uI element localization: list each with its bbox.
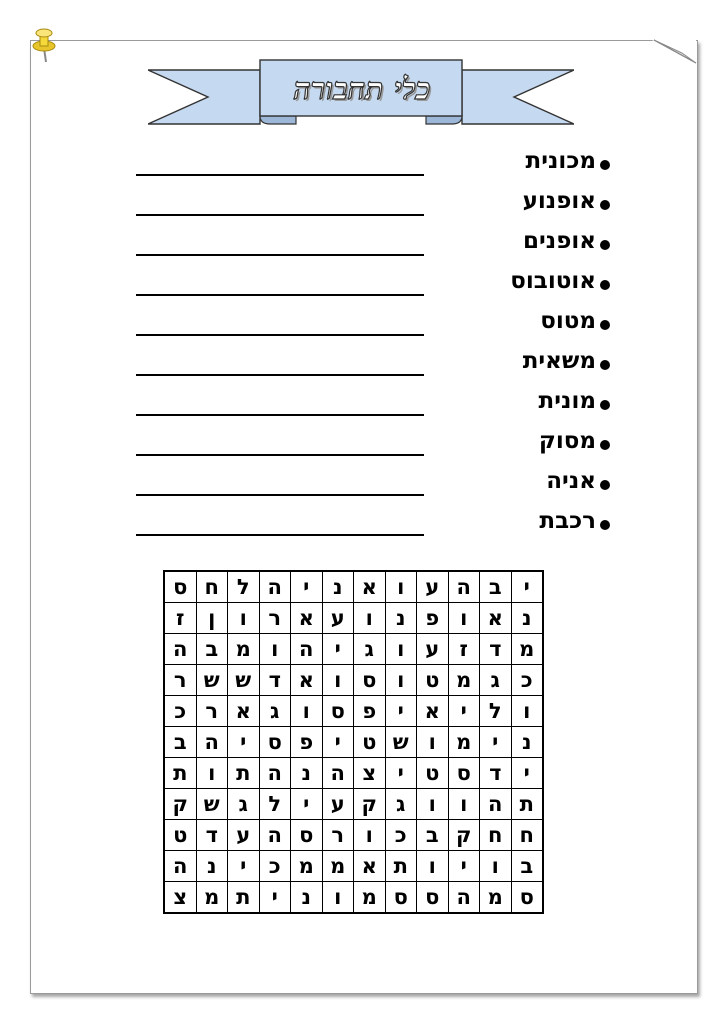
- word-label: מסוק: [538, 428, 596, 454]
- grid-cell[interactable]: י: [291, 789, 323, 820]
- grid-cell[interactable]: מ: [480, 882, 512, 914]
- answer-line[interactable]: [136, 534, 424, 536]
- grid-cell[interactable]: ש: [196, 789, 228, 820]
- grid-cell[interactable]: ו: [354, 820, 386, 851]
- grid-cell[interactable]: א: [291, 665, 323, 696]
- grid-cell[interactable]: ת: [164, 758, 196, 789]
- grid-cell[interactable]: ב: [511, 851, 543, 882]
- grid-cell[interactable]: ב: [164, 727, 196, 758]
- answer-line[interactable]: [136, 414, 424, 416]
- grid-cell[interactable]: ג: [480, 665, 512, 696]
- grid-cell[interactable]: צ: [164, 882, 196, 914]
- answer-line[interactable]: [136, 374, 424, 376]
- grid-cell[interactable]: ל: [259, 789, 291, 820]
- grid-row: [164, 758, 543, 789]
- bullet-icon: [600, 280, 610, 290]
- grid-cell[interactable]: ס: [417, 882, 449, 914]
- grid-row: [164, 696, 543, 727]
- grid-cell[interactable]: י: [322, 727, 354, 758]
- grid-cell[interactable]: ט: [164, 820, 196, 851]
- grid-cell[interactable]: ו: [322, 665, 354, 696]
- grid-row: [164, 727, 543, 758]
- grid-row: [164, 851, 543, 882]
- grid-cell[interactable]: י: [228, 727, 260, 758]
- grid-cell[interactable]: נ: [511, 603, 543, 634]
- bullet-icon: [600, 320, 610, 330]
- grid-row: [164, 571, 543, 603]
- grid-cell[interactable]: ע: [322, 603, 354, 634]
- grid-cell[interactable]: ש: [228, 665, 260, 696]
- grid-cell[interactable]: ש: [196, 665, 228, 696]
- grid-cell[interactable]: פ: [291, 727, 323, 758]
- word-label: אוטובוס: [510, 268, 596, 294]
- grid-cell[interactable]: ו: [417, 789, 449, 820]
- word-label: מונית: [538, 388, 596, 414]
- grid-cell[interactable]: י: [385, 696, 417, 727]
- answer-line[interactable]: [136, 174, 424, 176]
- grid-cell[interactable]: מ: [291, 851, 323, 882]
- grid-cell[interactable]: ש: [385, 727, 417, 758]
- grid-row: [164, 603, 543, 634]
- bullet-icon: [600, 240, 610, 250]
- grid-cell[interactable]: ס: [164, 571, 196, 603]
- answer-line[interactable]: [136, 294, 424, 296]
- grid-cell[interactable]: ג: [228, 789, 260, 820]
- grid-cell[interactable]: ע: [228, 820, 260, 851]
- answer-line[interactable]: [136, 334, 424, 336]
- bullet-icon: [600, 520, 610, 530]
- grid-cell[interactable]: נ: [291, 882, 323, 914]
- grid-cell[interactable]: ד: [196, 820, 228, 851]
- grid-cell[interactable]: י: [291, 571, 323, 603]
- grid-cell[interactable]: מ: [228, 634, 260, 665]
- grid-cell[interactable]: ח: [196, 571, 228, 603]
- grid-cell[interactable]: ה: [259, 571, 291, 603]
- grid-cell[interactable]: פ: [417, 603, 449, 634]
- worksheet-title: כלי תחבורה: [293, 71, 431, 107]
- grid-cell[interactable]: ג: [385, 789, 417, 820]
- word-search-grid: [163, 570, 544, 914]
- grid-cell[interactable]: ה: [291, 634, 323, 665]
- grid-cell[interactable]: ט: [354, 727, 386, 758]
- grid-cell[interactable]: א: [354, 571, 386, 603]
- grid-cell[interactable]: ח: [511, 820, 543, 851]
- grid-cell[interactable]: נ: [291, 758, 323, 789]
- word-label: משאית: [522, 348, 596, 374]
- grid-cell[interactable]: ה: [164, 851, 196, 882]
- word-row: [0, 386, 724, 426]
- word-row: [0, 186, 724, 226]
- grid-cell[interactable]: ק: [164, 789, 196, 820]
- grid-cell[interactable]: ה: [448, 571, 480, 603]
- grid-row: [164, 789, 543, 820]
- grid-cell[interactable]: ה: [259, 820, 291, 851]
- grid-cell[interactable]: מ: [196, 882, 228, 914]
- grid-cell[interactable]: ו: [448, 789, 480, 820]
- grid-cell[interactable]: ז: [448, 634, 480, 665]
- grid-cell[interactable]: ב: [196, 634, 228, 665]
- word-label: אופנוע: [522, 188, 596, 214]
- grid-cell[interactable]: ס: [259, 727, 291, 758]
- word-row: [0, 266, 724, 306]
- grid-cell[interactable]: פ: [354, 696, 386, 727]
- grid-cell[interactable]: ה: [480, 789, 512, 820]
- answer-line[interactable]: [136, 454, 424, 456]
- grid-cell[interactable]: י: [259, 882, 291, 914]
- grid-cell[interactable]: ט: [417, 758, 449, 789]
- grid-cell[interactable]: י: [448, 696, 480, 727]
- word-row: [0, 226, 724, 266]
- grid-cell[interactable]: ו: [322, 882, 354, 914]
- word-row: [0, 506, 724, 546]
- grid-cell[interactable]: ק: [448, 820, 480, 851]
- grid-cell[interactable]: א: [480, 603, 512, 634]
- grid-cell[interactable]: מ: [511, 634, 543, 665]
- grid-cell[interactable]: ו: [196, 758, 228, 789]
- grid-cell[interactable]: ב: [480, 571, 512, 603]
- grid-cell[interactable]: ת: [228, 758, 260, 789]
- grid-cell[interactable]: ק: [354, 789, 386, 820]
- page-curl: [652, 39, 698, 65]
- pushpin-icon: [30, 26, 58, 64]
- grid-cell[interactable]: ה: [259, 758, 291, 789]
- grid-cell[interactable]: א: [417, 696, 449, 727]
- bullet-icon: [600, 440, 610, 450]
- grid-cell[interactable]: ג: [259, 696, 291, 727]
- grid-row: [164, 820, 543, 851]
- grid-cell[interactable]: ט: [417, 665, 449, 696]
- grid-cell[interactable]: א: [228, 696, 260, 727]
- grid-cell[interactable]: מ: [322, 851, 354, 882]
- grid-cell[interactable]: ס: [291, 820, 323, 851]
- grid-cell[interactable]: מ: [354, 882, 386, 914]
- word-label: אניה: [546, 468, 596, 494]
- grid-cell[interactable]: י: [511, 758, 543, 789]
- grid-cell[interactable]: ן: [196, 603, 228, 634]
- grid-cell[interactable]: ה: [448, 882, 480, 914]
- bullet-icon: [600, 480, 610, 490]
- grid-cell[interactable]: ד: [480, 758, 512, 789]
- grid-cell[interactable]: ח: [480, 820, 512, 851]
- bullet-icon: [600, 200, 610, 210]
- grid-cell[interactable]: ס: [511, 882, 543, 914]
- grid-cell[interactable]: ו: [259, 634, 291, 665]
- grid-cell[interactable]: ע: [322, 789, 354, 820]
- grid-cell[interactable]: ה: [164, 634, 196, 665]
- grid-row: [164, 634, 543, 665]
- grid-cell[interactable]: ו: [354, 603, 386, 634]
- bullet-icon: [600, 360, 610, 370]
- word-label: מכונית: [525, 148, 596, 174]
- grid-cell[interactable]: נ: [385, 603, 417, 634]
- grid-cell[interactable]: כ: [385, 820, 417, 851]
- grid-cell[interactable]: ו: [385, 634, 417, 665]
- grid-cell[interactable]: נ: [511, 727, 543, 758]
- grid-cell[interactable]: ת: [511, 789, 543, 820]
- grid-cell[interactable]: צ: [354, 758, 386, 789]
- grid-cell[interactable]: ו: [385, 571, 417, 603]
- grid-cell[interactable]: ו: [228, 603, 260, 634]
- grid-cell[interactable]: מ: [448, 727, 480, 758]
- grid-cell[interactable]: ו: [417, 727, 449, 758]
- answer-line[interactable]: [136, 254, 424, 256]
- grid-cell[interactable]: ו: [511, 696, 543, 727]
- grid-cell[interactable]: נ: [196, 851, 228, 882]
- word-label: מטוס: [540, 308, 596, 334]
- grid-cell[interactable]: מ: [448, 665, 480, 696]
- word-label: רכבת: [539, 508, 596, 534]
- grid-cell[interactable]: י: [385, 758, 417, 789]
- word-row: [0, 466, 724, 506]
- grid-cell[interactable]: ר: [196, 696, 228, 727]
- grid-cell[interactable]: ו: [385, 665, 417, 696]
- grid-cell[interactable]: כ: [259, 851, 291, 882]
- grid-cell[interactable]: ר: [259, 603, 291, 634]
- grid-cell[interactable]: י: [511, 571, 543, 603]
- grid-cell[interactable]: נ: [322, 571, 354, 603]
- grid-cell[interactable]: ת: [385, 851, 417, 882]
- grid-cell[interactable]: א: [354, 851, 386, 882]
- grid-cell[interactable]: א: [291, 603, 323, 634]
- grid-cell[interactable]: ל: [228, 571, 260, 603]
- grid-cell[interactable]: ד: [480, 634, 512, 665]
- grid-cell[interactable]: ו: [448, 603, 480, 634]
- grid-cell[interactable]: ס: [385, 882, 417, 914]
- word-label: אופנים: [523, 228, 596, 254]
- grid-cell[interactable]: ה: [196, 727, 228, 758]
- grid-cell[interactable]: ר: [164, 665, 196, 696]
- grid-cell[interactable]: ג: [354, 634, 386, 665]
- grid-cell[interactable]: ר: [322, 820, 354, 851]
- answer-line[interactable]: [136, 494, 424, 496]
- grid-cell[interactable]: ה: [322, 758, 354, 789]
- grid-cell[interactable]: ס: [322, 696, 354, 727]
- grid-cell[interactable]: ס: [448, 758, 480, 789]
- word-row: [0, 346, 724, 386]
- grid-cell[interactable]: ע: [417, 634, 449, 665]
- grid-cell[interactable]: ו: [417, 851, 449, 882]
- grid-cell[interactable]: ס: [354, 665, 386, 696]
- answer-line[interactable]: [136, 214, 424, 216]
- grid-cell[interactable]: י: [228, 851, 260, 882]
- grid-cell[interactable]: ו: [291, 696, 323, 727]
- grid-cell[interactable]: ד: [259, 665, 291, 696]
- grid-row: [164, 665, 543, 696]
- grid-cell[interactable]: ו: [480, 851, 512, 882]
- grid-cell[interactable]: י: [322, 634, 354, 665]
- grid-cell[interactable]: ת: [228, 882, 260, 914]
- word-row: [0, 146, 724, 186]
- grid-cell[interactable]: ב: [417, 820, 449, 851]
- word-row: [0, 426, 724, 466]
- grid-cell[interactable]: ז: [164, 603, 196, 634]
- grid-cell[interactable]: י: [448, 851, 480, 882]
- grid-cell[interactable]: ע: [417, 571, 449, 603]
- word-row: [0, 306, 724, 346]
- bullet-icon: [600, 400, 610, 410]
- grid-row: [164, 882, 543, 914]
- grid-cell[interactable]: ל: [480, 696, 512, 727]
- bullet-icon: [600, 160, 610, 170]
- grid-cell[interactable]: כ: [511, 665, 543, 696]
- grid-cell[interactable]: כ: [164, 696, 196, 727]
- grid-cell[interactable]: י: [480, 727, 512, 758]
